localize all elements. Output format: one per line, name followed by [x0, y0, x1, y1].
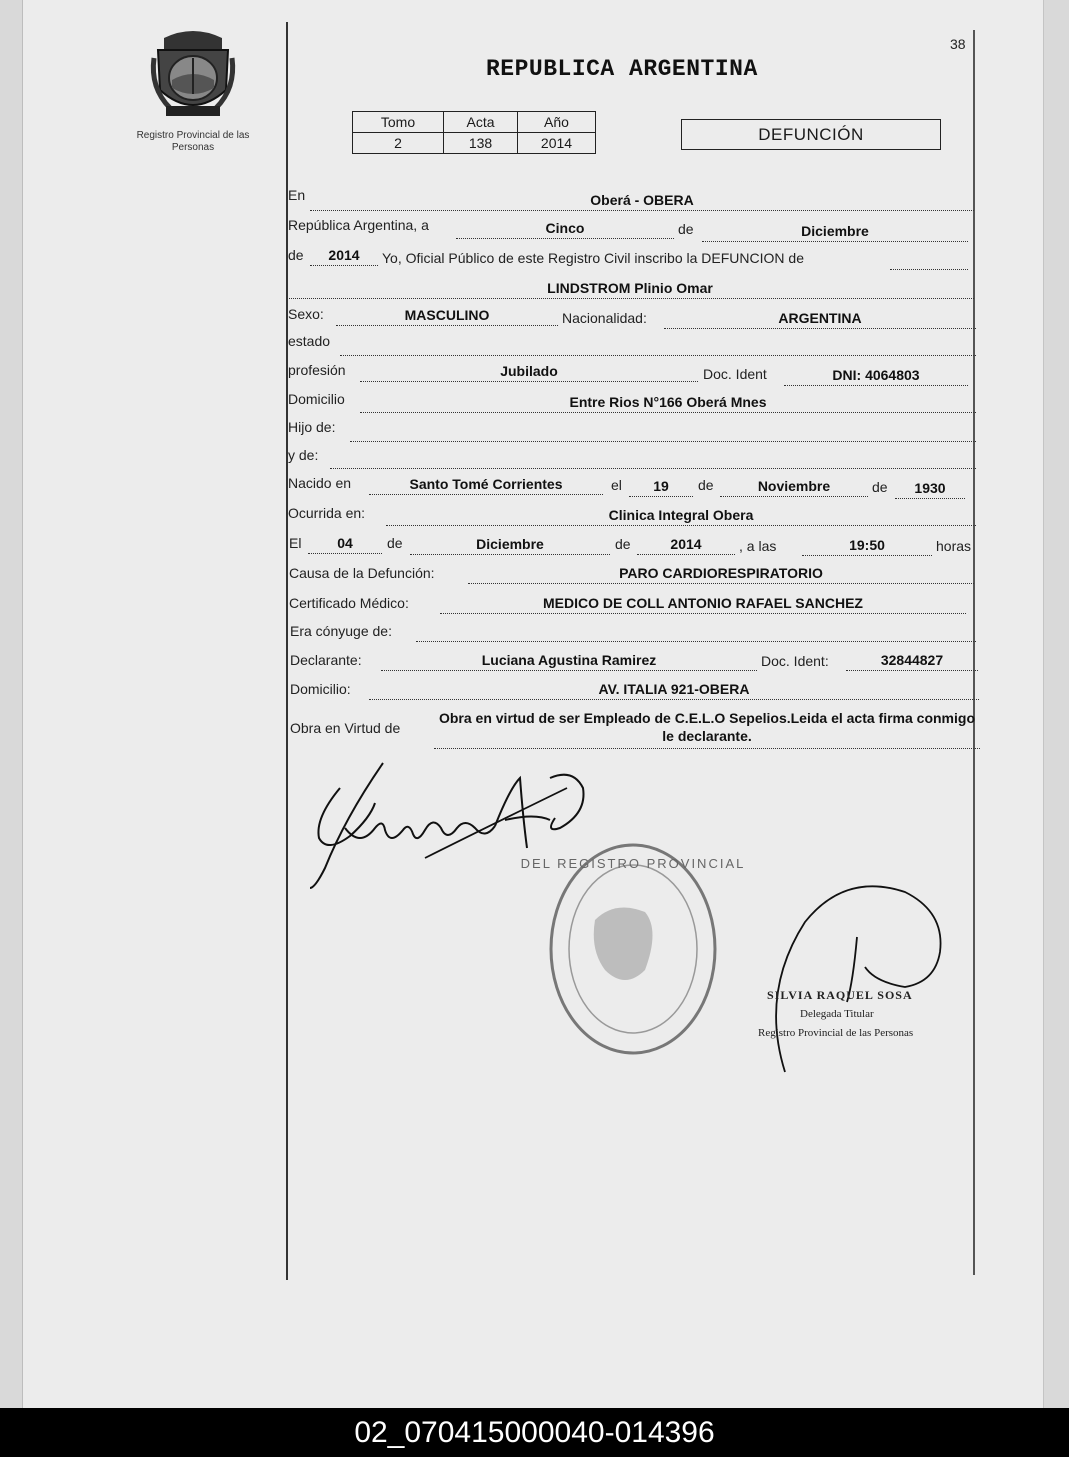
de-label-3: de — [698, 477, 714, 493]
registro-provincial-caption: Registro Provincial de las Personas — [136, 130, 250, 153]
domicilio2-label: Domicilio: — [290, 681, 351, 697]
oficial-text: Yo, Oficial Público de este Registro Civil inscribo la DEFUNCION de — [382, 250, 804, 266]
official-org: Registro Provincial de las Personas — [758, 1027, 914, 1039]
ocurrida-en-field: Clinica Integral Obera — [386, 506, 976, 526]
ocurrida-en-label: Ocurrida en: — [288, 505, 366, 521]
causa-label: Causa de la Defunción: — [289, 565, 435, 581]
anio-header: Año — [518, 112, 596, 133]
domicilio-label: Domicilio — [288, 391, 345, 407]
causa-field: PARO CARDIORESPIRATORIO — [468, 564, 974, 584]
sexo-label: Sexo: — [288, 306, 324, 322]
de-label-2: de — [288, 247, 304, 263]
estado-label: estado — [288, 333, 331, 349]
declarante-field: Luciana Agustina Ramirez — [381, 651, 757, 671]
domicilio2-field: AV. ITALIA 921-OBERA — [369, 680, 979, 700]
nacionalidad-label: Nacionalidad: — [562, 310, 647, 326]
nombre-field: LINDSTROM Plinio Omar — [286, 279, 974, 299]
obra-virtud-field: Obra en virtud de ser Empleado de C.E.L.O Sepelios.Leida el acta firma conmigo le declarante. — [434, 709, 980, 749]
margin-line — [286, 22, 288, 1280]
de-label-5: de — [387, 535, 403, 551]
nacionalidad-field: ARGENTINA — [664, 309, 976, 329]
nac-mes-field: Noviembre — [720, 477, 868, 497]
mes-field: Diciembre — [702, 222, 968, 242]
tomo-value: 2 — [353, 133, 444, 154]
profesion-label: profesión — [288, 362, 346, 378]
document-code-footer: 02_070415000040-014396 — [0, 1408, 1069, 1457]
stamp-text: DEL REGISTRO PROVINCIAL — [520, 856, 746, 871]
registro-official-stamp — [520, 840, 746, 1058]
official-signature — [765, 882, 955, 1072]
nacido-en-label: Nacido en — [288, 475, 352, 491]
y-de-field — [330, 449, 976, 469]
en-label: En — [288, 187, 306, 203]
hijo-de-field — [350, 422, 976, 442]
nacido-en-field: Santo Tomé Corrientes — [369, 475, 603, 495]
anio-field: 2014 — [310, 246, 378, 266]
tomo-header: Tomo — [353, 112, 444, 133]
obra-virtud-label: Obra en Virtud de — [290, 720, 401, 736]
official-name: SILVIA RAQUEL SOSA — [767, 988, 913, 1002]
conyuge-label: Era cónyuge de: — [290, 623, 392, 639]
domicilio-field: Entre Rios N°166 Oberá Mnes — [360, 393, 976, 413]
defuncion-de-field — [890, 250, 968, 270]
acta-header: Acta — [444, 112, 518, 133]
declarante-label: Declarante: — [290, 652, 362, 668]
de-label-6: de — [615, 536, 631, 552]
nac-dia-field: 19 — [629, 477, 693, 497]
def-hora-field: 19:50 — [802, 536, 932, 556]
misiones-coat-of-arms-icon — [150, 28, 236, 120]
def-anio-field: 2014 — [637, 535, 735, 555]
y-de-label: y de: — [288, 447, 319, 463]
el-label-2: El — [289, 535, 302, 551]
doc-decl-field: 32844827 — [846, 651, 978, 671]
de-label-4: de — [872, 479, 888, 495]
a-las-label: , a las — [739, 538, 777, 554]
doc-ident-label: Doc. Ident — [703, 366, 767, 382]
lugar-field: Oberá - OBERA — [310, 191, 974, 211]
doc-ident-field: DNI: 4064803 — [784, 366, 968, 386]
doc-decl-label: Doc. Ident: — [761, 653, 829, 669]
document-sheet — [22, 0, 1044, 1408]
def-mes-field: Diciembre — [410, 535, 610, 555]
conyuge-field — [416, 622, 976, 642]
official-role: Delegada Titular — [800, 1008, 874, 1020]
certificado-label: Certificado Médico: — [289, 595, 409, 611]
tipo-acta-box: DEFUNCIÓN — [681, 119, 941, 150]
republica-label: República Argentina, a — [288, 217, 429, 233]
page-number: 38 — [950, 36, 966, 52]
document-title: REPUBLICA ARGENTINA — [486, 56, 758, 82]
certificado-field: MEDICO DE COLL ANTONIO RAFAEL SANCHEZ — [440, 594, 966, 614]
sexo-field: MASCULINO — [336, 306, 558, 326]
tomo-acta-anio-table — [352, 111, 596, 154]
estado-field — [340, 336, 976, 356]
acta-value: 138 — [444, 133, 518, 154]
def-dia-field: 04 — [308, 534, 382, 554]
anio-value: 2014 — [518, 133, 596, 154]
de-label-1: de — [678, 221, 694, 237]
hijo-de-label: Hijo de: — [288, 419, 336, 435]
horas-label: horas — [936, 538, 972, 554]
el-label: el — [611, 477, 622, 493]
profesion-field: Jubilado — [360, 362, 698, 382]
dia-field: Cinco — [456, 219, 674, 239]
nac-anio-field: 1930 — [895, 479, 965, 499]
